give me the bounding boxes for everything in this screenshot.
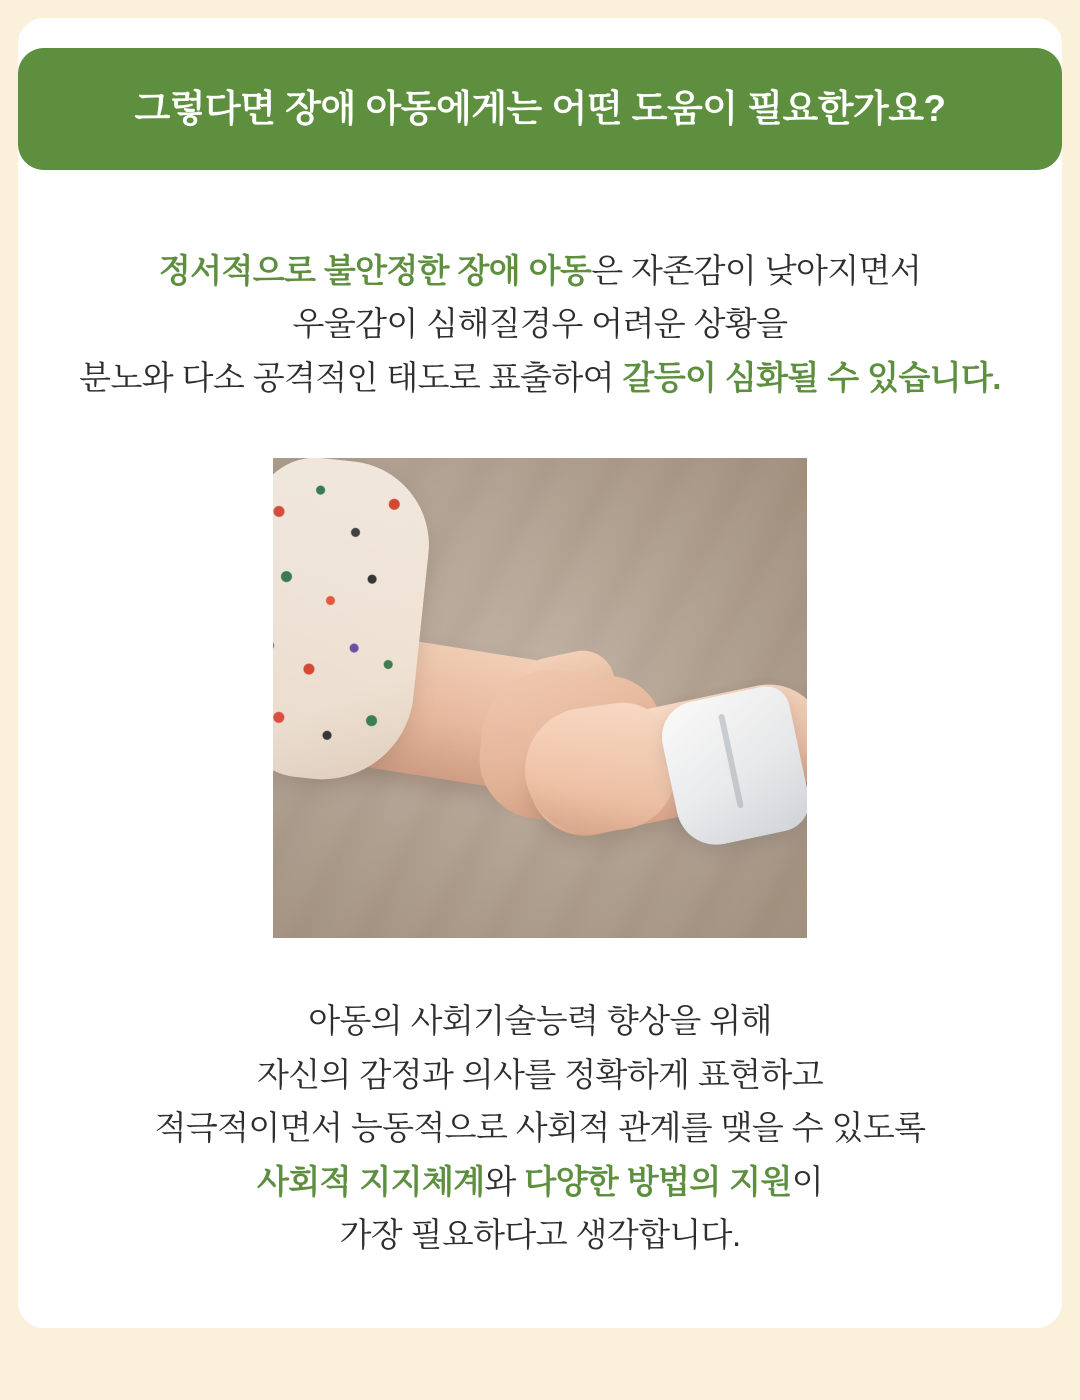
paragraph-bottom-line-2: 자신의 감정과 의사를 정확하게 표현하고 [257, 1055, 823, 1093]
photo-container [58, 458, 1022, 938]
paragraph-bottom [58, 994, 1022, 1261]
paragraph-bottom-line-5: 가장 필요하다고 생각합니다. [339, 1216, 741, 1254]
paragraph-bottom-line-1: 아동의 사회기술능력 향상을 위해 [308, 1002, 772, 1040]
paragraph-bottom-line-3: 적극적이면서 능동적으로 사회적 관계를 맺을 수 있도록 [154, 1109, 926, 1147]
highlight-conflict: 갈등이 심화될 수 있습니다. [622, 358, 1001, 396]
paragraph-top-line-3-plain: 분노와 다소 공격적인 태도로 표출하여 [79, 358, 623, 396]
info-card [18, 18, 1062, 1328]
holding-hands-photo [273, 458, 807, 938]
paragraph-top-line-1-rest: 은 자존감이 낮아지면서 [591, 252, 922, 289]
highlight-various-support: 다양한 방법의 지원 [524, 1162, 792, 1200]
highlight-social-support: 사회적 지지체계 [256, 1162, 485, 1200]
highlight-unstable-child: 정서적으로 불안정한 장애 아동 [158, 252, 592, 289]
paragraph-bottom-line-4-mid: 와 [484, 1162, 525, 1200]
paragraph-bottom-line-4 [58, 1155, 1022, 1208]
card-header [18, 48, 1062, 170]
card-body [18, 170, 1062, 1262]
paragraph-top-line-2: 우울감이 심해질경우 어려운 상황을 [292, 305, 788, 343]
paragraph-top [58, 244, 1022, 404]
photo-overlay [273, 458, 807, 938]
page-title: 그렇다면 장애 아동에게는 어떤 도움이 필요한가요? [134, 87, 946, 129]
paragraph-top-line-1 [58, 244, 1022, 297]
paragraph-bottom-line-4-end: 이 [791, 1162, 824, 1200]
paragraph-top-line-3 [58, 351, 1022, 404]
